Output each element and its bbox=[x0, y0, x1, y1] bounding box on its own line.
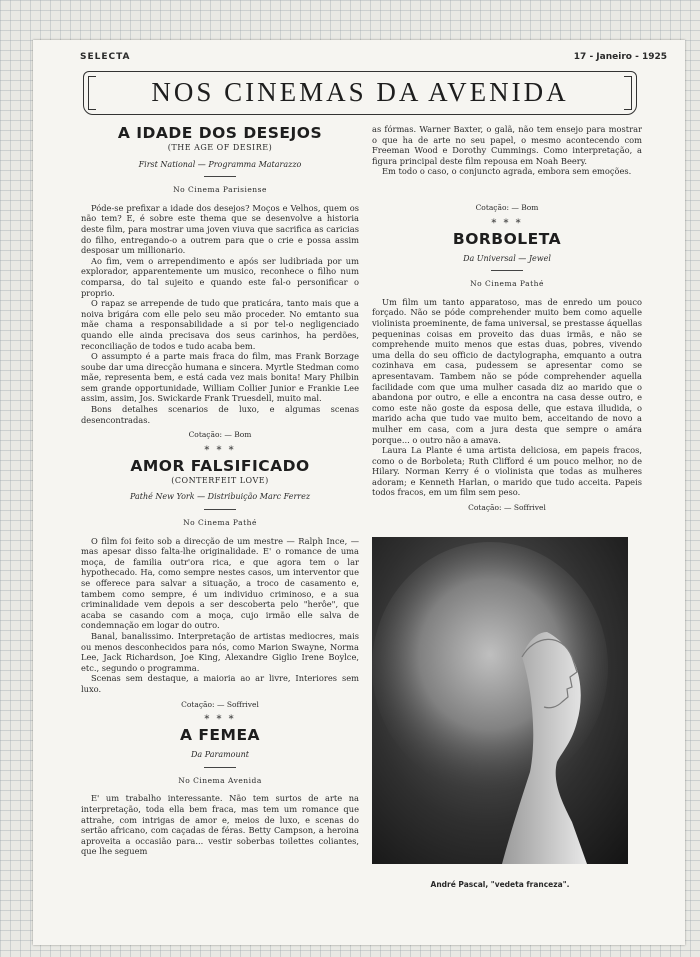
actress-photo bbox=[372, 537, 628, 864]
photo-caption: André Pascal, "vedeta franceza". bbox=[430, 880, 570, 889]
paragraph: Um film um tanto apparatoso, mas de enredo um pouco forçado. Não se póde comprehender muito bem como aquelle violinista proeminente, de fama universal, se prestasse áquellas pequeninas coisas em proveito das duas irmãs, e não se comprehende muito menos que estas duas, pobres, vivendo uma della do seu officio de dactylographa, emquanto a outra cozinhava em casa, pudessem se apresentar como se apresentavam. Tambem não se póde comprehender aquella facilidade com que uma mulher casada diz ao marido que o abandona por outro, e elle a encontra na casa desse outro, e como este não goste da esposa delle, que estava illudida, o marido acha que tudo vae muito bem, acceitando de novo a mulher em casa, com a jura desta que sempre o amára porque... o outro não a amava. bbox=[372, 296, 642, 445]
paragraph: Laura La Plante é uma artista deliciosa, em papeis fracos, como o de Borboleta; Ruth Clifford é um pouco melhor, no de Hilary. Norman Kerry é o violinista que todas as mulheres adoram; e Kenneth Harlan, o marido que tudo acceita. Papeis todos fracos, em um film sem peso. bbox=[372, 445, 642, 498]
paragraph-continued: as fórmas. Warner Baxter, o galã, não tem ensejo para mostrar o que ha de arte no seu papel, o mesmo acontecendo com Freeman Wood e Dorothy Cummings. Como interpretação, a figura principal deste film repousa em Noah Beery. bbox=[372, 124, 642, 166]
article-rating: Cotação: — Soffrivel bbox=[468, 503, 546, 513]
paragraph: O film foi feito sob a direcção de um mestre — Ralph Ince, — mas apesar disso falta-lhe originalidade. E' o romance de uma moça, de familia outr'ora rica, e que agora tem o lar hypothecado. Ha, como sempre nestes casos, um interventor que se offerece para salvar a situação, a troco de casamento e, tambem como sempre, é um individuo criminoso, e a sua criminalidade vem depois a ser descoberta pelo "herôe", que acaba se casando com a moça, cujo irmão elle salva de condemnação em logar do outro. bbox=[81, 535, 359, 631]
paragraph: Banal, banalissimo. Interpretação de artistas mediocres, mais ou menos desconhecidos para nós, como Marion Swayne, Norma Lee, Jack Richardson, Joe King, Alexandre Giglio Irene Boylce, etc., segundo o programma. bbox=[81, 630, 359, 673]
stars-separator: * * * bbox=[204, 444, 236, 456]
stars-separator: * * * bbox=[204, 714, 236, 726]
article-title: A IDADE DOS DESEJOS bbox=[117, 124, 323, 142]
section-title: NOS CINEMAS DA AVENIDA bbox=[151, 77, 569, 107]
left-column bbox=[81, 124, 359, 857]
article-venue: No Cinema Avenida bbox=[178, 775, 262, 785]
divider bbox=[204, 176, 236, 177]
article-distributor: Da Universal — Jewel bbox=[463, 253, 551, 263]
portrait-image bbox=[372, 537, 628, 864]
article-venue: No Cinema Parisiense bbox=[173, 185, 267, 195]
paragraph: O assumpto é a parte mais fraca do film, mas Frank Borzage soube dar uma direcção humana e sincera. Myrtle Stedman como mãe, representa bem, e está cada vez mais bonita! Mary Philbin sem grande opportunidade, William Collier Junior e Frankie Lee assim, assim, Jos. Swickarde Frank Truesdell, muito mal. bbox=[81, 351, 359, 404]
paragraph: Scenas sem destaque, a maioria ao ar livre, Interiores sem luxo. bbox=[81, 673, 359, 694]
divider bbox=[204, 509, 236, 510]
magazine-page bbox=[33, 40, 685, 945]
divider bbox=[204, 767, 236, 768]
paragraph-start: E' um trabalho interessante. Não tem surtos de arte na interpretação, toda ella bem fraca, mas tem um romance que attrahe, com intrigas de amor e, meios de luxo, e scenas do sertão africano, com caçadas de féras. Betty Campson, a heroina aproveita a occasião para... vestir soberbas toilettes coliantes, que lhe seguem bbox=[81, 793, 359, 857]
divider bbox=[491, 270, 523, 271]
paragraph: O rapaz se arrepende de tudo que praticára, tanto mais que a noiva brigára com elle pelo seu mão proceder. No emtanto sua mãe chama a responsabilidade a si por tel-o negligenciado quando elle ainda precisava dos seus carinhos, ha perdões, reconciliação de todos e tudo acaba bem. bbox=[81, 298, 359, 351]
femea-continuation bbox=[372, 124, 642, 198]
paragraph: Em todo o caso, o conjuncto agrada, embora sem emoções. bbox=[382, 166, 632, 177]
article-original-title: (THE AGE OF DESIRE) bbox=[167, 143, 273, 152]
paragraph: Bons detalhes scenarios de luxo, e algumas scenas desencontradas. bbox=[81, 404, 359, 425]
right-column bbox=[372, 124, 642, 518]
issue-date: 17 - Janeiro - 1925 bbox=[573, 52, 667, 62]
article-distributor: Pathé New York — Distribuição Marc Ferrez bbox=[129, 492, 311, 502]
article-title: AMOR FALSIFICADO bbox=[130, 456, 310, 475]
article-title: BORBOLETA bbox=[452, 229, 562, 248]
article-rating: Cotação: — Bom bbox=[188, 430, 252, 440]
article-venue: No Cinema Pathé bbox=[183, 518, 257, 528]
article-rating: Cotação: — Soffrivel bbox=[181, 699, 259, 709]
article-rating: Cotação: — Bom bbox=[475, 203, 539, 212]
paragraph: Póde-se prefixar a idade dos desejos? Moços e Velhos, quem os não tem? E, é sobre este thema que se desenvolve a historia deste film, para mostrar uma joven viuva que sacrifica as caricias do filho, entregando-o a outrem para que o crie e possa assim desposar um millionario. bbox=[81, 202, 359, 256]
paragraph: Ao fim, vem o arrependimento e após ser ludibriada por um explorador, apparentemente um musico, reconhece o filho num comparsa, do tal sujeito e quando este fal-o personificar o proprio. bbox=[81, 255, 359, 298]
section-banner bbox=[83, 71, 637, 115]
article-venue: No Cinema Pathé bbox=[470, 279, 544, 289]
article-original-title: (CONTERFEIT LOVE) bbox=[171, 475, 269, 485]
magazine-name: SELECTA bbox=[80, 52, 131, 62]
article-distributor: Da Paramount bbox=[190, 750, 250, 760]
stars-separator: * * * bbox=[491, 217, 523, 229]
article-title: A FEMEA bbox=[179, 726, 261, 745]
article-distributor: First National — Programma Matarazzo bbox=[138, 159, 302, 169]
